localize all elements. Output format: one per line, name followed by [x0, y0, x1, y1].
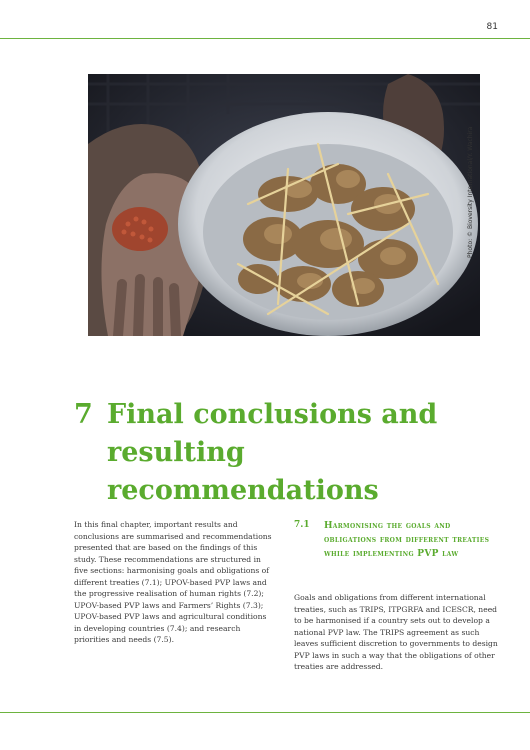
section-heading: Harmonising the goals and obligations from different treaties while implementing PVP law — [324, 521, 490, 559]
section-body: Goals and obligations from different international treaties, such as TRIPS, ITPGRFA and ICESCR, need to be harmonised if a country sets out to develop a national PVP law. The TRIPS agreement as such leaves sufficient discretion to governments to design PVP laws in such a way that the obligations of other treaties are addressed. — [294, 593, 498, 671]
page-number: 81 — [486, 22, 498, 32]
header-rule — [0, 38, 530, 39]
chapter-number: 7 — [74, 399, 93, 430]
chapter-title: Final conclusions and resulting recommendations — [107, 399, 438, 506]
section-number: 7.1 — [294, 520, 310, 530]
photo-illustration — [88, 74, 480, 336]
footer-rule — [0, 712, 530, 713]
intro-paragraph: In this final chapter, important results and conclusions are summarised and recommendations presented that are based on the findings of this study. These recommendations are structured in five sections: harmonising goals and obligations of different treaties (7.1); UPOV-based PVP laws and the progressive realisation of human rights (7.2); UPOV-based PVP laws and Farmers’ Rights (7.3); UPOV-based PVP laws and agricultural conditions in developing countries (7.4); and research priorities and needs (7.5). — [74, 520, 272, 644]
photo-credit: Photo: © Bioversity International/Y. Wachira — [467, 126, 474, 258]
chapter-photo — [88, 74, 480, 336]
